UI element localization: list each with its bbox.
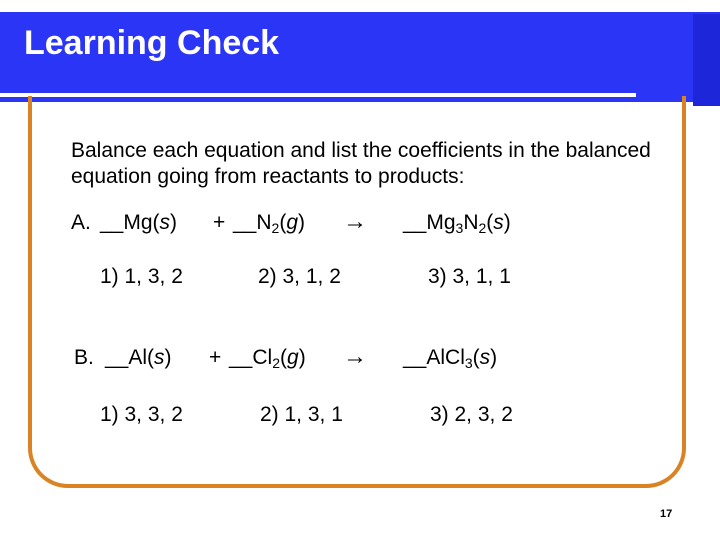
equation-b-arrow: →	[343, 343, 367, 370]
page-number: 17	[660, 508, 673, 520]
equation-b-reactant-2: $\_\_Cl_2(g)$	[229, 346, 306, 371]
equation-b-option-1: 1) 3, 3, 2	[100, 403, 183, 426]
equation-b-product: __AlCl$_3$(s)	[403, 346, 498, 371]
equation-a-option-1: 1) 1, 3, 2	[100, 265, 183, 288]
equation-b-label: B.	[74, 346, 94, 369]
equation-a-option-3: 3) 3, 1, 1	[428, 265, 511, 288]
equation-b-plus: +	[209, 346, 222, 369]
equation-a-arrow: →	[343, 208, 367, 235]
title-bar-shadow	[693, 14, 720, 106]
instructions-text: Balance each equation and list the coefficients in the balanced equation going from reactants to products:	[71, 139, 651, 188]
equation-a-label: A.	[71, 211, 91, 234]
equation-a-reactant-2: $\_\_N_2(g)$	[233, 211, 306, 236]
equation-a-reactant-1: __Mg(s)	[100, 211, 178, 234]
equation-b-option-2: 2) 1, 3, 1	[260, 403, 343, 426]
equation-b-option-3: 3) 2, 3, 2	[430, 403, 513, 426]
equation-a-product: $\_\_Mg_3N_2(s)$	[403, 211, 511, 236]
slide-title: Learning Check	[24, 24, 280, 62]
equation-b-reactant-1: __Al(s)	[105, 346, 172, 369]
equation-a-option-2: 2) 3, 1, 2	[258, 265, 341, 288]
equation-a-plus: +	[213, 211, 226, 234]
